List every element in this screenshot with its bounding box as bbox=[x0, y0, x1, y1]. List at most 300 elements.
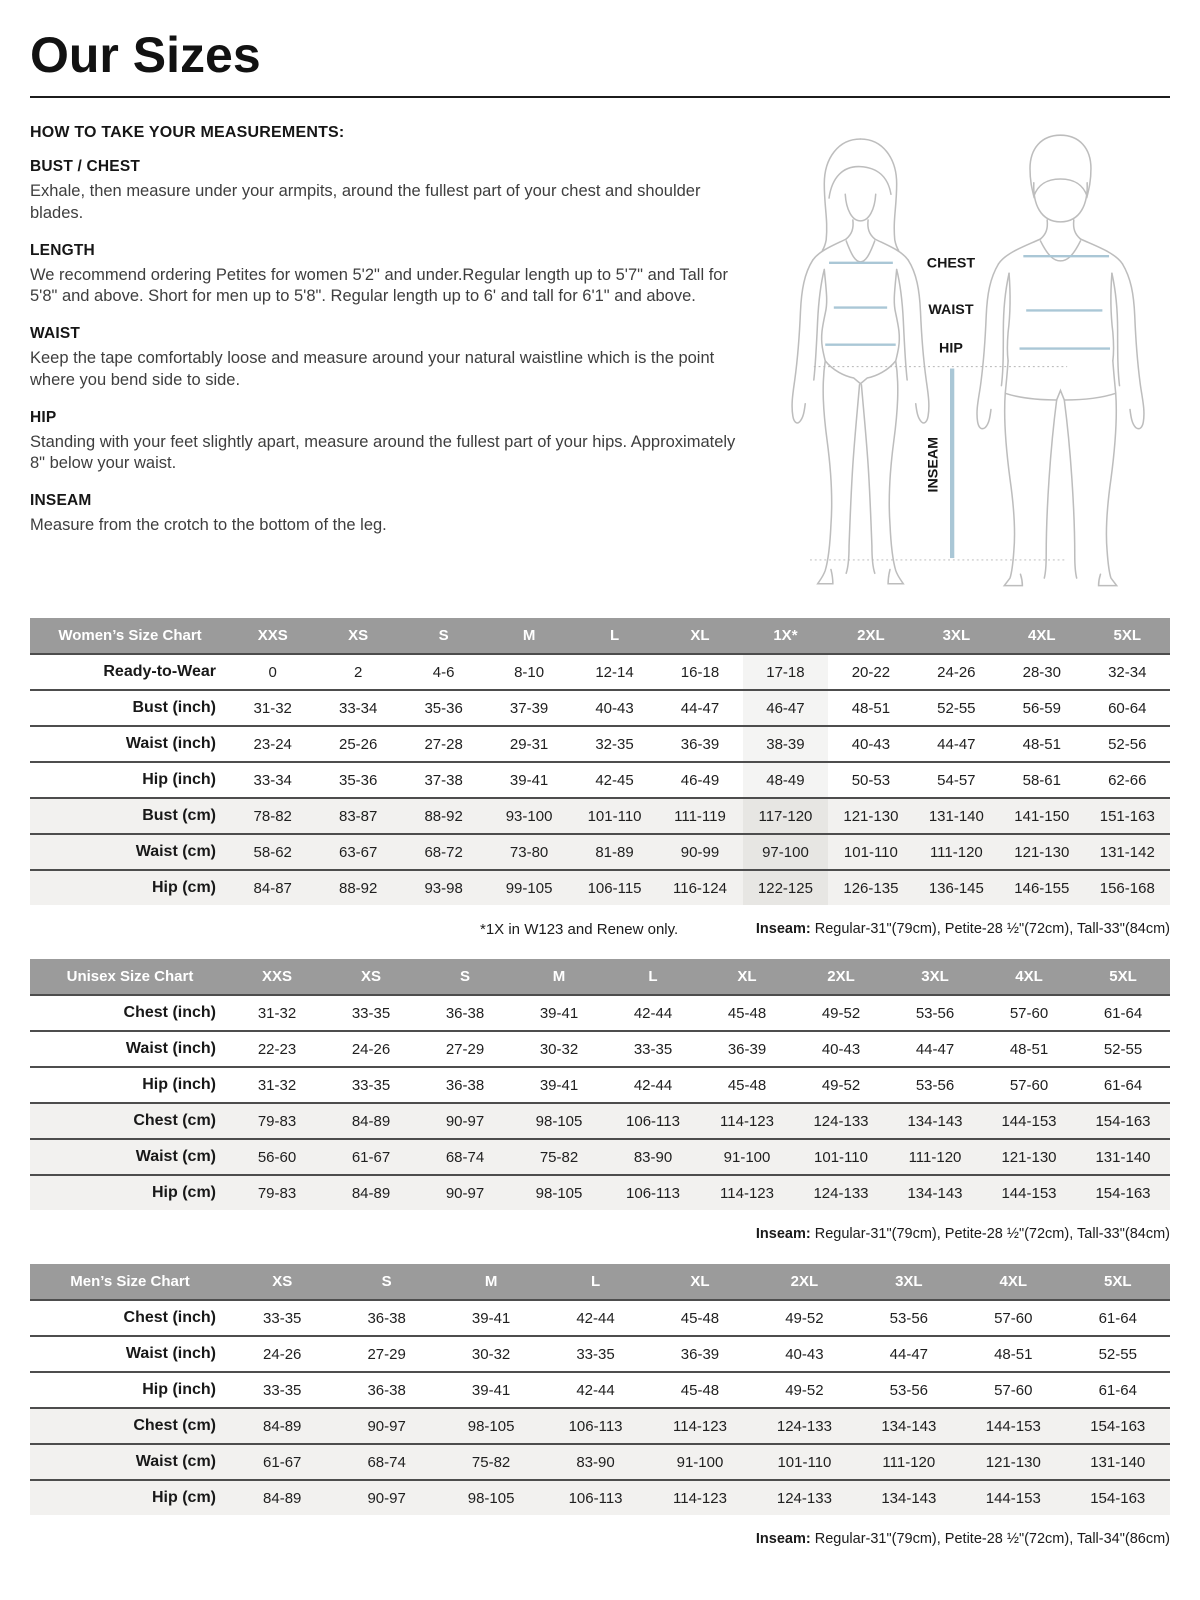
table-row bbox=[30, 1300, 1170, 1336]
size-cell: 93-98 bbox=[424, 879, 463, 897]
size-column-header: M bbox=[439, 1264, 543, 1300]
size-cell: 124-133 bbox=[813, 1184, 869, 1202]
size-cell: 124-133 bbox=[776, 1417, 832, 1435]
size-cell: 42-44 bbox=[576, 1381, 615, 1399]
size-cell: 56-60 bbox=[257, 1148, 297, 1166]
table-footnote bbox=[30, 921, 1170, 939]
size-column-header: S bbox=[418, 959, 512, 995]
size-cell: 90-97 bbox=[445, 1184, 485, 1202]
measurement-instructions bbox=[30, 124, 750, 594]
size-cell: 90-97 bbox=[367, 1417, 406, 1435]
size-cell: 44-47 bbox=[937, 735, 976, 753]
size-cell: 31-32 bbox=[257, 1076, 297, 1094]
size-cell: 39-41 bbox=[509, 771, 549, 789]
size-cell: 141-150 bbox=[1014, 807, 1070, 825]
size-column-header: 3XL bbox=[857, 1264, 961, 1300]
size-cell: 88-92 bbox=[338, 879, 378, 897]
size-cell: 30-32 bbox=[539, 1040, 579, 1058]
size-cell: 73-80 bbox=[509, 843, 549, 861]
row-label: Waist (inch) bbox=[125, 1040, 216, 1057]
size-column-header: XXS bbox=[230, 959, 324, 995]
size-cell: 33-35 bbox=[351, 1076, 391, 1094]
inseam-note: Inseam: Regular-31"(79cm), Petite-28 ½"(72cm), Tall-33"(84cm) bbox=[755, 1226, 1170, 1242]
size-cell: 36-38 bbox=[367, 1381, 406, 1399]
size-cell: 106-113 bbox=[568, 1417, 623, 1435]
size-cell: 122-125 bbox=[743, 870, 828, 905]
size-column-header: 2XL bbox=[752, 1264, 856, 1300]
size-cell: 151-163 bbox=[1099, 807, 1155, 825]
size-cell: 81-89 bbox=[595, 843, 634, 861]
size-cell: 134-143 bbox=[881, 1489, 937, 1507]
size-cell: 88-92 bbox=[424, 807, 463, 825]
size-cell: 61-64 bbox=[1098, 1381, 1137, 1399]
size-cell: 49-52 bbox=[821, 1076, 861, 1094]
size-cell: 33-35 bbox=[263, 1381, 302, 1399]
size-cell: 58-62 bbox=[253, 843, 292, 861]
row-label: Chest (cm) bbox=[133, 1417, 216, 1434]
size-cell: 121-130 bbox=[1014, 843, 1070, 861]
table-row bbox=[30, 834, 1170, 870]
size-cell: 2 bbox=[354, 663, 363, 681]
size-cell: 124-133 bbox=[813, 1112, 869, 1130]
size-column-header: 4XL bbox=[961, 1264, 1065, 1300]
size-cell: 131-140 bbox=[1090, 1453, 1146, 1471]
size-cell: 84-89 bbox=[263, 1489, 302, 1507]
section-heading: BUST / CHEST bbox=[30, 158, 141, 175]
section-body: Exhale, then measure under your armpits, around the fullest part of your chest and shoulder blades. bbox=[30, 182, 701, 222]
section-inseam bbox=[30, 492, 750, 537]
size-column-header: 2XL bbox=[794, 959, 888, 995]
row-label: Hip (cm) bbox=[152, 879, 216, 896]
size-cell: 36-38 bbox=[445, 1004, 485, 1022]
table-row bbox=[30, 1408, 1170, 1444]
inseam-note: Inseam: Regular-31"(79cm), Petite-28 ½"(72cm), Tall-34"(86cm) bbox=[755, 1531, 1170, 1547]
size-cell: 53-56 bbox=[889, 1309, 929, 1327]
row-label: Hip (inch) bbox=[142, 771, 216, 788]
womens-size-chart bbox=[30, 618, 1170, 905]
size-cell: 62-66 bbox=[1108, 771, 1147, 789]
size-cell: 84-89 bbox=[263, 1417, 302, 1435]
size-cell: 20-22 bbox=[851, 663, 891, 681]
size-cell: 68-74 bbox=[445, 1148, 485, 1166]
size-cell: 16-18 bbox=[680, 663, 720, 681]
size-cell: 36-39 bbox=[680, 1345, 720, 1363]
row-label: Waist (inch) bbox=[125, 735, 216, 752]
size-cell: 111-120 bbox=[882, 1453, 936, 1471]
size-column-header: M bbox=[512, 959, 606, 995]
size-cell: 114-123 bbox=[720, 1112, 774, 1130]
size-cell: 90-97 bbox=[445, 1112, 485, 1130]
size-cell: 61-67 bbox=[351, 1148, 391, 1166]
section-heading: LENGTH bbox=[30, 241, 95, 259]
table-row bbox=[30, 1480, 1170, 1515]
size-cell: 24-26 bbox=[351, 1040, 391, 1058]
size-cell: 33-35 bbox=[263, 1309, 302, 1327]
size-cell: 44-47 bbox=[889, 1345, 929, 1363]
size-column-header: XS bbox=[315, 618, 400, 654]
size-column-header: XL bbox=[657, 618, 742, 654]
size-column-header: L bbox=[543, 1264, 647, 1300]
size-cell: 48-49 bbox=[743, 762, 828, 798]
row-label: Hip (cm) bbox=[152, 1489, 216, 1506]
size-cell: 91-100 bbox=[723, 1148, 771, 1166]
size-cell: 57-60 bbox=[994, 1309, 1033, 1327]
size-cell: 98-105 bbox=[535, 1184, 583, 1202]
size-cell: 83-90 bbox=[633, 1148, 673, 1166]
size-cell: 68-74 bbox=[367, 1453, 406, 1471]
size-cell: 116-124 bbox=[673, 879, 727, 897]
section-body: We recommend ordering Petites for women 5'2" and under.Regular length up to 5'7" and Tall for 5'8" and above. Short for men up to 5'8". Regular length up to 6' and tall for 6'1" and above. bbox=[30, 265, 728, 306]
section-heading: WAIST bbox=[30, 325, 81, 343]
section-body: Measure from the crotch to the bottom of the leg. bbox=[30, 516, 387, 535]
size-cell: 83-87 bbox=[338, 807, 378, 825]
measurement-guide-section bbox=[30, 124, 1170, 594]
hip-label: HIP bbox=[939, 340, 963, 357]
size-cell: 53-56 bbox=[889, 1381, 929, 1399]
size-cell: 84-89 bbox=[351, 1184, 391, 1202]
table-row bbox=[30, 1444, 1170, 1480]
table-row bbox=[30, 870, 1170, 905]
row-label: Waist (inch) bbox=[125, 1345, 216, 1362]
table-header-row bbox=[30, 959, 1170, 995]
size-column-header: 5XL bbox=[1085, 618, 1170, 654]
womens-size-chart-block bbox=[30, 618, 1170, 939]
section-hip bbox=[30, 409, 750, 476]
size-cell: 144-153 bbox=[985, 1417, 1041, 1435]
size-cell: 49-52 bbox=[785, 1309, 824, 1327]
size-cell: 154-163 bbox=[1095, 1112, 1151, 1130]
size-cell: 42-44 bbox=[576, 1309, 615, 1327]
page-title: Our Sizes bbox=[30, 27, 261, 83]
size-cell: 12-14 bbox=[595, 663, 634, 681]
size-cell: 144-153 bbox=[985, 1489, 1041, 1507]
size-cell: 63-67 bbox=[338, 843, 378, 861]
size-cell: 136-145 bbox=[928, 879, 984, 897]
size-column-header: 2XL bbox=[828, 618, 913, 654]
size-column-header: S bbox=[334, 1264, 438, 1300]
size-cell: 121-130 bbox=[843, 807, 899, 825]
size-cell: 61-64 bbox=[1098, 1309, 1137, 1327]
size-cell: 33-34 bbox=[253, 771, 292, 789]
size-cell: 52-55 bbox=[1098, 1345, 1137, 1363]
size-cell: 52-55 bbox=[1103, 1040, 1143, 1058]
row-label: Chest (inch) bbox=[123, 1309, 216, 1326]
size-column-header: L bbox=[572, 618, 657, 654]
size-cell: 45-48 bbox=[680, 1309, 720, 1327]
size-column-header: M bbox=[486, 618, 571, 654]
size-cell: 131-142 bbox=[1099, 843, 1155, 861]
size-cell: 52-55 bbox=[937, 699, 976, 717]
size-cell: 106-113 bbox=[626, 1112, 680, 1130]
size-cell: 37-39 bbox=[509, 699, 549, 717]
size-cell: 42-44 bbox=[633, 1076, 673, 1094]
size-cell: 78-82 bbox=[253, 807, 292, 825]
size-cell: 101-110 bbox=[814, 1148, 868, 1166]
row-label: Bust (cm) bbox=[142, 807, 216, 824]
table-header-row bbox=[30, 618, 1170, 654]
mens-size-chart bbox=[30, 1264, 1170, 1515]
size-cell: 46-49 bbox=[680, 771, 720, 789]
section-body: Standing with your feet slightly apart, measure around the fullest part of your hips. Approximately 8" below your waist. bbox=[30, 432, 736, 473]
size-cell: 54-57 bbox=[937, 771, 976, 789]
size-cell: 33-35 bbox=[351, 1004, 391, 1022]
size-cell: 117-120 bbox=[743, 798, 828, 834]
section-heading: INSEAM bbox=[30, 492, 92, 510]
size-cell: 154-163 bbox=[1090, 1489, 1146, 1507]
table-row bbox=[30, 1336, 1170, 1372]
size-cell: 35-36 bbox=[424, 699, 463, 717]
size-column-header: 1X* bbox=[743, 618, 828, 654]
size-cell: 154-163 bbox=[1090, 1417, 1146, 1435]
size-column-header: 5XL bbox=[1066, 1264, 1171, 1300]
size-cell: 101-110 bbox=[843, 843, 898, 861]
row-label: Waist (cm) bbox=[135, 1148, 216, 1165]
size-cell: 126-135 bbox=[843, 879, 899, 897]
table-header-row bbox=[30, 1264, 1170, 1300]
size-cell: 98-105 bbox=[467, 1417, 515, 1435]
section-waist bbox=[30, 325, 750, 392]
size-cell: 90-99 bbox=[680, 843, 720, 861]
size-cell: 106-115 bbox=[587, 879, 642, 897]
size-cell: 53-56 bbox=[915, 1004, 955, 1022]
size-cell: 40-43 bbox=[785, 1345, 824, 1363]
size-cell: 49-52 bbox=[821, 1004, 861, 1022]
size-cell: 38-39 bbox=[743, 726, 828, 762]
table-row bbox=[30, 1139, 1170, 1175]
size-cell: 56-59 bbox=[1022, 699, 1061, 717]
size-cell: 61-64 bbox=[1103, 1004, 1143, 1022]
size-cell: 97-100 bbox=[743, 834, 828, 870]
size-cell: 144-153 bbox=[1001, 1112, 1057, 1130]
row-label: Waist (cm) bbox=[135, 1453, 216, 1470]
row-label: Chest (inch) bbox=[123, 1004, 216, 1021]
size-cell: 23-24 bbox=[253, 735, 292, 753]
size-cell: 39-41 bbox=[539, 1004, 579, 1022]
table-title: Women’s Size Chart bbox=[30, 618, 230, 654]
size-cell: 106-113 bbox=[568, 1489, 623, 1507]
size-cell: 57-60 bbox=[994, 1381, 1033, 1399]
size-cell: 29-31 bbox=[509, 735, 549, 753]
waist-label: WAIST bbox=[928, 302, 974, 319]
table-row bbox=[30, 1067, 1170, 1103]
size-cell: 83-90 bbox=[576, 1453, 615, 1471]
size-cell: 17-18 bbox=[743, 654, 828, 690]
size-cell: 93-100 bbox=[505, 807, 553, 825]
size-cell: 114-123 bbox=[720, 1184, 774, 1202]
size-cell: 114-123 bbox=[673, 1417, 727, 1435]
size-cell: 40-43 bbox=[851, 735, 891, 753]
size-cell: 40-43 bbox=[821, 1040, 861, 1058]
size-cell: 52-56 bbox=[1108, 735, 1147, 753]
how-to-heading: HOW TO TAKE YOUR MEASUREMENTS: bbox=[30, 124, 345, 141]
size-cell: 131-140 bbox=[928, 807, 984, 825]
size-cell: 36-39 bbox=[680, 735, 720, 753]
size-cell: 101-110 bbox=[587, 807, 642, 825]
unisex-size-chart-block bbox=[30, 959, 1170, 1244]
size-cell: 8-10 bbox=[514, 663, 545, 681]
size-cell: 144-153 bbox=[1001, 1184, 1057, 1202]
table-row bbox=[30, 798, 1170, 834]
row-label: Bust (inch) bbox=[132, 699, 216, 716]
table-footnote bbox=[30, 1226, 1170, 1244]
size-cell: 24-26 bbox=[937, 663, 976, 681]
chest-label: CHEST bbox=[926, 255, 976, 272]
size-column-header: 4XL bbox=[999, 618, 1084, 654]
size-cell: 45-48 bbox=[727, 1076, 767, 1094]
size-cell: 57-60 bbox=[1009, 1076, 1049, 1094]
size-cell: 134-143 bbox=[907, 1112, 963, 1130]
size-cell: 48-51 bbox=[1009, 1040, 1049, 1058]
size-cell: 33-35 bbox=[633, 1040, 673, 1058]
size-column-header: XXS bbox=[230, 618, 315, 654]
table-row bbox=[30, 654, 1170, 690]
size-cell: 44-47 bbox=[680, 699, 720, 717]
size-cell: 90-97 bbox=[367, 1489, 406, 1507]
size-cell: 44-47 bbox=[915, 1040, 955, 1058]
size-cell: 36-39 bbox=[727, 1040, 767, 1058]
size-cell: 75-82 bbox=[539, 1148, 579, 1166]
size-cell: 33-34 bbox=[338, 699, 378, 717]
table-row bbox=[30, 1031, 1170, 1067]
size-cell: 49-52 bbox=[785, 1381, 824, 1399]
size-cell: 30-32 bbox=[471, 1345, 511, 1363]
size-cell: 31-32 bbox=[257, 1004, 297, 1022]
table-footnote bbox=[30, 1531, 1170, 1549]
size-cell: 0 bbox=[268, 663, 277, 681]
size-cell: 58-61 bbox=[1022, 771, 1061, 789]
size-cell: 61-67 bbox=[263, 1453, 302, 1471]
size-cell: 31-32 bbox=[253, 699, 292, 717]
unisex-size-chart bbox=[30, 959, 1170, 1210]
table-row bbox=[30, 726, 1170, 762]
table-row bbox=[30, 1372, 1170, 1408]
title-divider bbox=[30, 96, 1170, 98]
size-cell: 22-23 bbox=[257, 1040, 297, 1058]
size-cell: 60-64 bbox=[1108, 699, 1147, 717]
size-cell: 27-29 bbox=[445, 1040, 485, 1058]
size-cell: 48-51 bbox=[1022, 735, 1061, 753]
size-column-header: 3XL bbox=[888, 959, 982, 995]
table-row bbox=[30, 690, 1170, 726]
size-cell: 75-82 bbox=[471, 1453, 511, 1471]
size-cell: 40-43 bbox=[595, 699, 634, 717]
size-cell: 79-83 bbox=[257, 1184, 297, 1202]
size-column-header: XS bbox=[230, 1264, 334, 1300]
size-cell: 4-6 bbox=[432, 663, 455, 681]
size-cell: 24-26 bbox=[263, 1345, 302, 1363]
size-cell: 39-41 bbox=[471, 1309, 511, 1327]
table-row bbox=[30, 762, 1170, 798]
size-cell: 57-60 bbox=[1009, 1004, 1049, 1022]
size-cell: 131-140 bbox=[1095, 1148, 1151, 1166]
size-cell: 111-119 bbox=[674, 807, 726, 825]
section-length bbox=[30, 242, 750, 309]
table-title: Men’s Size Chart bbox=[30, 1264, 230, 1300]
size-cell: 28-30 bbox=[1022, 663, 1061, 681]
size-cell: 48-51 bbox=[994, 1345, 1033, 1363]
size-column-header: S bbox=[401, 618, 486, 654]
size-cell: 146-155 bbox=[1014, 879, 1070, 897]
size-cell: 99-105 bbox=[505, 879, 553, 897]
size-cell: 27-29 bbox=[367, 1345, 406, 1363]
table-row bbox=[30, 1175, 1170, 1210]
size-cell: 42-45 bbox=[595, 771, 634, 789]
size-cell: 48-51 bbox=[851, 699, 891, 717]
female-figure-outline bbox=[792, 139, 929, 584]
size-cell: 114-123 bbox=[673, 1489, 727, 1507]
size-cell: 45-48 bbox=[680, 1381, 720, 1399]
inseam-note: Inseam: Regular-31"(79cm), Petite-28 ½"(72cm), Tall-33"(84cm) bbox=[755, 921, 1170, 937]
size-cell: 53-56 bbox=[915, 1076, 955, 1094]
size-column-header: 3XL bbox=[914, 618, 999, 654]
body-measurement-illustration bbox=[770, 124, 1170, 594]
size-cell: 98-105 bbox=[467, 1489, 515, 1507]
size-cell: 106-113 bbox=[626, 1184, 680, 1202]
size-cell: 124-133 bbox=[776, 1489, 832, 1507]
size-cell: 111-120 bbox=[908, 1148, 962, 1166]
inseam-measure-bar bbox=[950, 369, 954, 559]
size-cell: 68-72 bbox=[424, 843, 463, 861]
size-cell: 46-47 bbox=[743, 690, 828, 726]
row-label: Hip (inch) bbox=[142, 1381, 216, 1398]
size-cell: 39-41 bbox=[539, 1076, 579, 1094]
size-cell: 156-168 bbox=[1099, 879, 1155, 897]
size-cell: 121-130 bbox=[1001, 1148, 1057, 1166]
section-heading: HIP bbox=[30, 408, 57, 426]
mens-size-chart-block bbox=[30, 1264, 1170, 1549]
size-cell: 32-34 bbox=[1108, 663, 1147, 681]
size-column-header: XL bbox=[700, 959, 794, 995]
size-cell: 61-64 bbox=[1103, 1076, 1143, 1094]
asterisk-note: *1X in W123 and Renew only. bbox=[480, 921, 679, 938]
size-cell: 98-105 bbox=[535, 1112, 583, 1130]
inseam-label: INSEAM bbox=[925, 436, 942, 493]
size-cell: 121-130 bbox=[985, 1453, 1041, 1471]
size-cell: 25-26 bbox=[338, 735, 378, 753]
size-cell: 37-38 bbox=[424, 771, 463, 789]
size-cell: 45-48 bbox=[727, 1004, 767, 1022]
size-column-header: 4XL bbox=[982, 959, 1076, 995]
size-cell: 84-89 bbox=[351, 1112, 391, 1130]
size-column-header: XL bbox=[648, 1264, 752, 1300]
size-cell: 27-28 bbox=[424, 735, 463, 753]
size-cell: 35-36 bbox=[338, 771, 378, 789]
size-cell: 50-53 bbox=[851, 771, 891, 789]
size-column-header: XS bbox=[324, 959, 418, 995]
size-column-header: L bbox=[606, 959, 700, 995]
size-cell: 134-143 bbox=[907, 1184, 963, 1202]
size-cell: 111-120 bbox=[929, 843, 983, 861]
section-bust-chest bbox=[30, 158, 750, 225]
size-cell: 84-87 bbox=[253, 879, 292, 897]
size-cell: 91-100 bbox=[676, 1453, 724, 1471]
size-column-header: 5XL bbox=[1076, 959, 1170, 995]
size-cell: 33-35 bbox=[576, 1345, 615, 1363]
table-row bbox=[30, 1103, 1170, 1139]
size-cell: 36-38 bbox=[445, 1076, 485, 1094]
row-label: Hip (inch) bbox=[142, 1076, 216, 1093]
measurement-diagram bbox=[750, 124, 1170, 594]
size-cell: 42-44 bbox=[633, 1004, 673, 1022]
section-body: Keep the tape comfortably loose and measure around your natural waistline which is the point where you bend side to side. bbox=[30, 349, 715, 389]
table-row bbox=[30, 995, 1170, 1031]
size-cell: 39-41 bbox=[471, 1381, 511, 1399]
male-figure-outline bbox=[977, 135, 1144, 585]
size-cell: 36-38 bbox=[367, 1309, 406, 1327]
row-label: Hip (cm) bbox=[152, 1184, 216, 1201]
row-label: Ready-to-Wear bbox=[103, 663, 216, 680]
size-cell: 154-163 bbox=[1095, 1184, 1151, 1202]
